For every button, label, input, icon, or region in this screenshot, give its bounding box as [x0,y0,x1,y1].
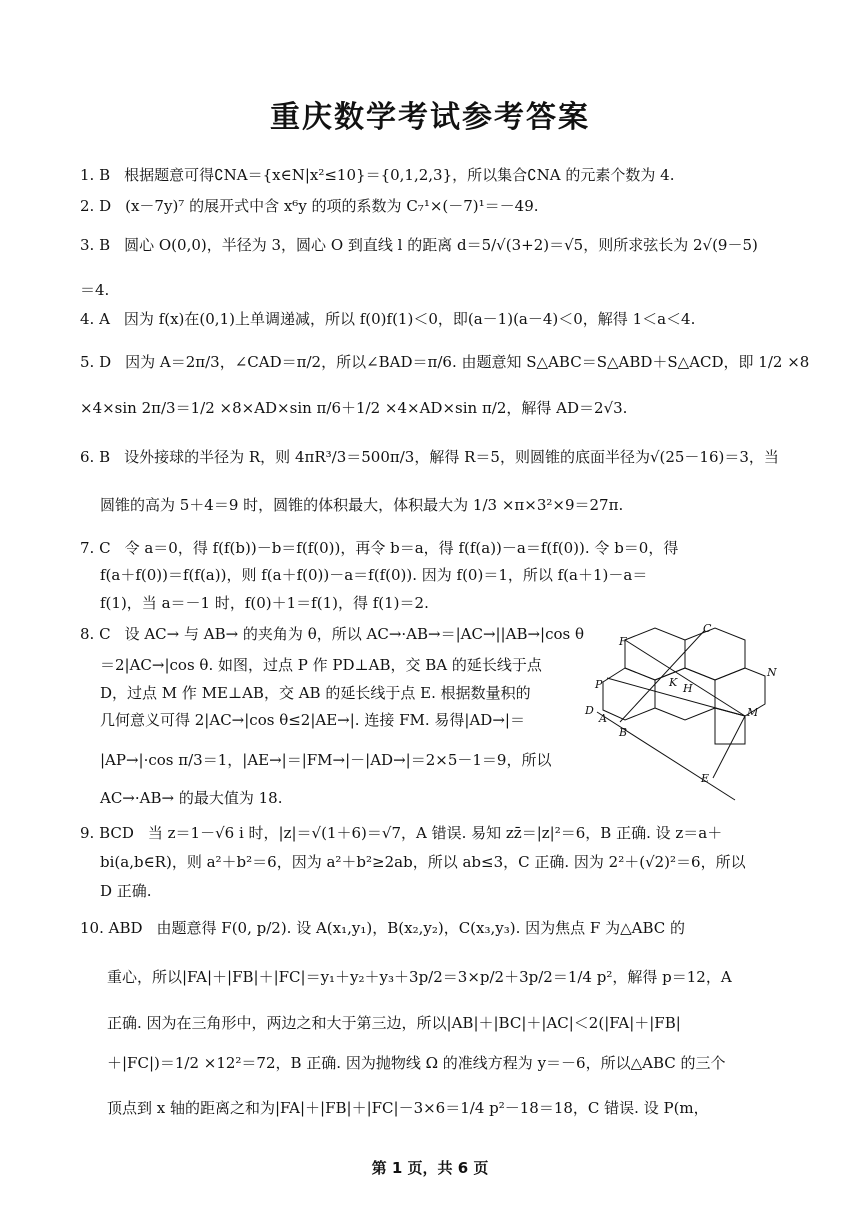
answer-6 [80,447,779,467]
answer-text: 因为 f(x)在(0,1)上单调递减，所以 f(0)f(1)＜0，即(a－1)(a－4)＜0，解得 1＜a＜4. [123,310,696,328]
answer-1 [80,165,674,185]
answer-5 [80,352,809,372]
answer-9-cont: bi(a,b∈R)，则 a²＋b²＝6，因为 a²＋b²≥2ab，所以 ab≤3，C 正确. 因为 2²＋(√2)²＝6，所以 [100,853,746,871]
answer-7-cont: f(a＋f(0))＝f(f(a))，则 f(a＋f(0))－a＝f(f(0)). 因为 f(0)＝1，所以 f(a＋1)－a＝ [100,566,648,584]
figure-label-A: A [599,712,607,725]
answer-6-cont: 圆锥的高为 5＋4＝9 时，圆锥的体积最大，体积最大为 1/3 ×π×3²×9＝27π. [100,496,624,514]
answer-text: 令 a＝0，得 f(f(b))－b＝f(f(0))，再令 b＝a，得 f(f(a))－a＝f(f(0)). 令 b＝0，得 [124,539,679,557]
page-footer: 第 1 页，共 6 页 [371,1159,489,1177]
answer-label: 10. ABD [80,919,143,937]
answer-5-cont: ×4×sin 2π/3＝1/2 ×8×AD×sin π/6＋1/2 ×4×AD×sin π/2，解得 AD＝2√3. [80,399,628,417]
figure-label-K: K [669,676,678,689]
figure-label-M: M [747,706,759,719]
answer-10-cont: 顶点到 x 轴的距离之和为|FA|＋|FB|＋|FC|－3×6＝1/4 p²－18＝18，C 错误. 设 P(m， [107,1099,709,1117]
figure-label-N: N [767,666,777,679]
answer-label: 8. C [80,625,111,643]
answer-text: 根据题意可得∁NA＝{x∈N|x²≤10}＝{0,1,2,3}，所以集合∁NA 的元素个数为 4. [124,166,675,184]
answer-text: 设 AC→ 与 AB→ 的夹角为 θ，所以 AC→·AB→＝|AC→||AB→|cos θ [124,625,585,643]
answer-7 [80,538,678,558]
figure-label-E: E [701,772,710,785]
answer-10-cont: 正确. 因为在三角形中，两边之和大于第三边，所以|AB|＋|BC|＋|AC|＜2(|FA|＋|FB| [107,1014,681,1032]
answer-10-cont: 重心，所以|FA|＋|FB|＋|FC|＝y₁＋y₂＋y₃＋3p/2＝3×p/2＋3p/2＝1/4 p²，解得 p＝12，A [107,968,732,986]
answer-4 [80,309,695,329]
page-title: 重庆数学考试参考答案 [270,100,590,135]
answer-label: 6. B [80,448,111,466]
answer-label: 4. A [80,310,110,328]
answer-text: 圆心 O(0,0)，半径为 3，圆心 O 到直线 l 的距离 d＝5/√(3+2)＝√5，则所求弦长为 2√(9－5) [124,236,758,254]
answer-text: (x－7y)⁷ 的展开式中含 x⁶y 的项的系数为 C₇¹×(－7)¹＝－49. [125,197,539,215]
geometry-figure [585,620,775,790]
answer-text: 由题意得 F(0, p/2). 设 A(x₁,y₁)，B(x₂,y₂)，C(x₃,y₃). 因为焦点 F 为△ABC 的 [156,919,686,937]
figure-label-B: B [619,726,628,739]
figure-label-C: C [703,622,712,635]
answer-9 [80,823,722,843]
answer-label: 1. B [80,166,111,184]
answer-10 [80,918,685,938]
answer-8-cont: D，过点 M 作 ME⊥AB，交 AB 的延长线于点 E. 根据数量积的 [100,684,531,702]
answer-8 [80,624,584,644]
answer-8-cont: |AP→|·cos π/3＝1，|AE→|＝|FM→|－|AD→|＝2×5－1＝9，所以 [100,751,552,769]
answer-3-cont: ＝4. [80,281,110,299]
answer-text: 设外接球的半径为 R，则 4πR³/3＝500π/3，解得 R＝5，则圆锥的底面半径为√(25－16)＝3，当 [124,448,779,466]
answer-8-cont: 几何意义可得 2|AC→|cos θ≤2|AE→|. 连接 FM. 易得|AD→|＝ [100,711,525,729]
answer-2 [80,196,539,216]
figure-label-D: D [585,704,594,717]
figure-label-P: P [595,678,603,691]
answer-label: 5. D [80,353,112,371]
answer-9-cont: D 正确. [100,882,152,900]
answer-label: 7. C [80,539,111,557]
answer-label: 3. B [80,236,111,254]
figure-label-F: F [619,635,627,648]
answer-8-cont: ＝2|AC→|cos θ. 如图，过点 P 作 PD⊥AB，交 BA 的延长线于点 [100,656,542,674]
answer-text: 当 z＝1－√6 i 时，|z|＝√(1＋6)＝√7，A 错误. 易知 zz̄＝|z|²＝6，B 正确. 设 z＝a＋ [147,824,723,842]
answer-text: 因为 A＝2π/3，∠CAD＝π/2，所以∠BAD＝π/6. 由题意知 S△ABC＝S△ABD＋S△ACD，即 1/2 ×8 [125,353,810,371]
answer-7-cont: f(1)，当 a＝－1 时，f(0)＋1＝f(1)，得 f(1)＝2. [100,594,429,612]
answer-10-cont: ＋|FC|)＝1/2 ×12²＝72，B 正确. 因为抛物线 Ω 的准线方程为 y＝－6，所以△ABC 的三个 [107,1054,726,1072]
answer-8-cont: AC→·AB→ 的最大值为 18. [100,789,283,807]
figure-label-H: H [683,682,693,695]
answer-label: 2. D [80,197,112,215]
answer-label: 9. BCD [80,824,134,842]
answer-3 [80,235,758,255]
